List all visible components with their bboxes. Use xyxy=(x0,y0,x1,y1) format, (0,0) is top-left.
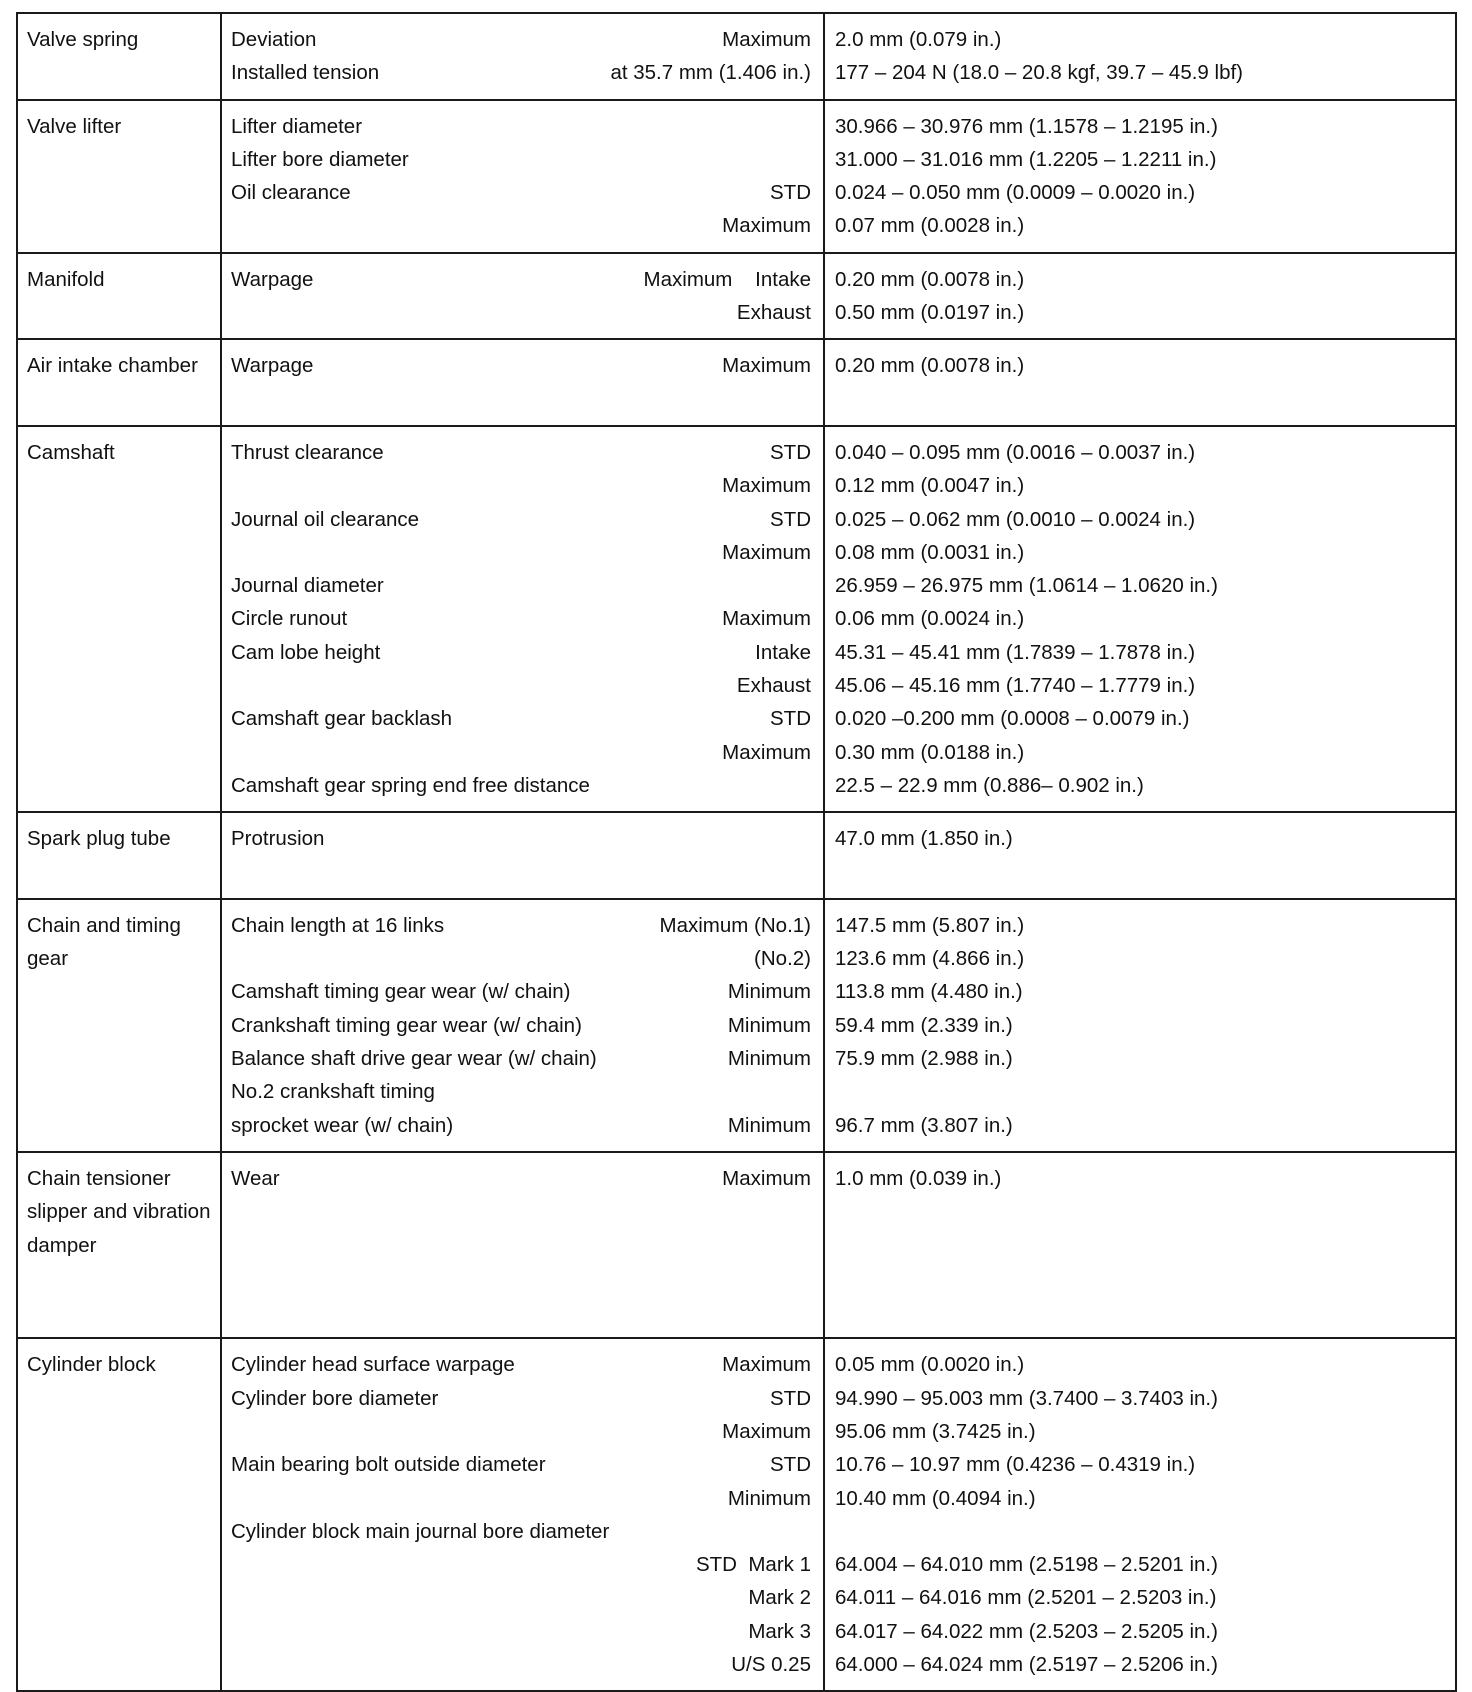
spec-condition: Minimum xyxy=(727,1113,811,1137)
spec-table-body xyxy=(17,13,1456,1691)
spec-line xyxy=(222,296,823,329)
spec-line xyxy=(222,176,823,209)
spec-line xyxy=(222,1415,823,1448)
spec-item-label: Main bearing bolt outside diameter xyxy=(231,1453,546,1477)
spec-line xyxy=(222,383,823,416)
item-cell xyxy=(221,1152,824,1338)
spec-condition: Exhaust xyxy=(736,301,811,325)
spec-line xyxy=(222,1382,823,1415)
spec-condition: Maximum xyxy=(722,1419,811,1443)
spec-value: 0.08 mm (0.0031 in.) xyxy=(835,540,1025,564)
spec-line xyxy=(222,263,823,296)
spec-condition: STD xyxy=(770,181,811,205)
spec-item-label: Thrust clearance xyxy=(231,440,384,464)
spec-value: 147.5 mm (5.807 in.) xyxy=(835,913,1025,937)
table-row xyxy=(17,339,1456,426)
spec-condition: Maximum xyxy=(722,1166,811,1190)
value-cell xyxy=(824,339,1456,426)
spec-item-label: Camshaft gear backlash xyxy=(231,707,453,731)
table-row xyxy=(17,13,1456,100)
spec-item-label: Chain length at 16 links xyxy=(231,913,445,937)
spec-condition: Exhaust xyxy=(736,674,811,698)
spec-line xyxy=(222,1075,823,1108)
spec-item-label: Cylinder head surface warpage xyxy=(231,1353,515,1377)
spec-condition: STD xyxy=(770,1453,811,1477)
spec-condition: STD Mark 1 xyxy=(695,1553,811,1577)
item-cell xyxy=(221,812,824,899)
component-cell: Valve lifter xyxy=(17,100,221,253)
component-cell: Spark plug tube xyxy=(17,812,221,899)
spec-condition: Maximum xyxy=(722,740,811,764)
table-row xyxy=(17,812,1456,899)
spec-value: 10.40 mm (0.4094 in.) xyxy=(835,1486,1036,1510)
spec-condition: Minimum xyxy=(727,1047,811,1071)
spec-value: 2.0 mm (0.079 in.) xyxy=(835,28,1002,51)
spec-condition: STD xyxy=(770,1386,811,1410)
spec-line xyxy=(222,1042,823,1075)
spec-value xyxy=(825,856,1455,889)
component-cell: Manifold xyxy=(17,253,221,340)
spec-item-label: Journal oil clearance xyxy=(231,507,420,531)
spec-value: 0.040 – 0.095 mm (0.0016 – 0.0037 in.) xyxy=(835,440,1196,464)
spec-condition: Maximum xyxy=(722,1353,811,1377)
spec-line xyxy=(222,856,823,889)
spec-line xyxy=(222,23,823,56)
spec-condition: (No.2) xyxy=(754,947,811,971)
value-cell xyxy=(824,13,1456,100)
table-row xyxy=(17,100,1456,253)
value-cell xyxy=(824,1152,1456,1338)
spec-value: 123.6 mm (4.866 in.) xyxy=(835,947,1025,971)
spec-item-label: Circle runout xyxy=(231,607,348,631)
value-cell xyxy=(824,100,1456,253)
spec-condition: STD xyxy=(770,707,811,731)
component-cell: Air intake chamber xyxy=(17,339,221,426)
spec-condition: Maximum xyxy=(722,474,811,498)
spec-value: 0.024 – 0.050 mm (0.0009 – 0.0020 in.) xyxy=(835,181,1196,205)
spec-line xyxy=(222,209,823,242)
spec-value: 0.05 mm (0.0020 in.) xyxy=(835,1353,1025,1377)
spec-item-label: Lifter bore diameter xyxy=(231,147,409,171)
spec-value xyxy=(825,383,1455,416)
spec-value: 64.017 – 64.022 mm (2.5203 – 2.5205 in.) xyxy=(835,1619,1218,1643)
spec-line xyxy=(222,1515,823,1548)
component-cell: Valve spring xyxy=(17,13,221,100)
spec-value: 0.07 mm (0.0028 in.) xyxy=(835,214,1025,238)
spec-item-label: Cam lobe height xyxy=(231,640,381,664)
spec-item-label: Crankshaft timing gear wear (w/ chain) xyxy=(231,1013,582,1037)
spec-value: 0.12 mm (0.0047 in.) xyxy=(835,474,1025,498)
spec-condition: Minimum xyxy=(727,1486,811,1510)
value-cell xyxy=(824,426,1456,812)
spec-line xyxy=(222,669,823,702)
spec-condition: Maximum xyxy=(722,354,811,378)
spec-value: 0.50 mm (0.0197 in.) xyxy=(835,301,1025,325)
spec-value: 47.0 mm (1.850 in.) xyxy=(835,827,1013,851)
spec-condition: Intake xyxy=(755,640,811,664)
spec-line xyxy=(222,769,823,802)
spec-line xyxy=(222,110,823,143)
spec-table xyxy=(16,12,1457,1692)
spec-value: 31.000 – 31.016 mm (1.2205 – 1.2211 in.) xyxy=(835,147,1217,171)
spec-condition: Minimum xyxy=(727,1013,811,1037)
table-row xyxy=(17,426,1456,812)
spec-value: 22.5 – 22.9 mm (0.886– 0.902 in.) xyxy=(835,773,1144,797)
spec-condition: Maximum xyxy=(722,540,811,564)
item-cell xyxy=(221,426,824,812)
spec-item-label: Protrusion xyxy=(231,827,325,851)
spec-condition: STD xyxy=(770,440,811,464)
spec-item-label: Camshaft timing gear wear (w/ chain) xyxy=(231,980,571,1004)
spec-line xyxy=(222,56,823,89)
spec-line xyxy=(222,1615,823,1648)
value-cell xyxy=(824,899,1456,1152)
spec-line xyxy=(222,569,823,602)
item-cell xyxy=(221,253,824,340)
component-cell: Cylinder block xyxy=(17,1338,221,1691)
spec-item-label: No.2 crankshaft timing xyxy=(231,1080,435,1104)
spec-item-label: Installed tension xyxy=(231,61,380,85)
value-cell xyxy=(824,253,1456,340)
spec-line xyxy=(222,1229,823,1262)
spec-value: 0.020 –0.200 mm (0.0008 – 0.0079 in.) xyxy=(835,707,1190,731)
spec-condition: STD xyxy=(770,507,811,531)
spec-value: 10.76 – 10.97 mm (0.4236 – 0.4319 in.) xyxy=(835,1453,1196,1477)
spec-value: 59.4 mm (2.339 in.) xyxy=(835,1013,1013,1037)
spec-condition: at 35.7 mm (1.406 in.) xyxy=(610,61,811,85)
item-cell xyxy=(221,1338,824,1691)
spec-value xyxy=(825,1262,1455,1295)
spec-value: 45.31 – 45.41 mm (1.7839 – 1.7878 in.) xyxy=(835,640,1196,664)
spec-value: 0.20 mm (0.0078 in.) xyxy=(835,267,1025,291)
spec-value: 177 – 204 N (18.0 – 20.8 kgf, 39.7 – 45.9 lbf) xyxy=(835,61,1244,85)
spec-value: 0.30 mm (0.0188 in.) xyxy=(835,740,1025,764)
spec-condition: Maximum (No.1) xyxy=(659,913,811,937)
spec-value: 95.06 mm (3.7425 in.) xyxy=(835,1419,1036,1443)
spec-value: 0.025 – 0.062 mm (0.0010 – 0.0024 in.) xyxy=(835,507,1196,531)
spec-item-label: Warpage xyxy=(231,267,314,291)
spec-value: 94.990 – 95.003 mm (3.7400 – 3.7403 in.) xyxy=(835,1386,1218,1410)
spec-line xyxy=(222,436,823,469)
table-row xyxy=(17,1152,1456,1338)
component-cell: Chain tensioner slipper and vibration damper xyxy=(17,1152,221,1338)
spec-value: 0.20 mm (0.0078 in.) xyxy=(835,354,1025,378)
spec-line xyxy=(222,1109,823,1142)
spec-value xyxy=(825,1075,1455,1108)
spec-item-label: Journal diameter xyxy=(231,574,384,598)
item-cell xyxy=(221,100,824,253)
spec-value: 30.966 – 30.976 mm (1.1578 – 1.2195 in.) xyxy=(835,114,1218,138)
spec-value xyxy=(825,1295,1455,1328)
spec-line xyxy=(222,1009,823,1042)
spec-line xyxy=(222,1295,823,1328)
spec-value: 1.0 mm (0.039 in.) xyxy=(835,1166,1002,1190)
spec-value: 0.06 mm (0.0024 in.) xyxy=(835,607,1025,631)
spec-value: 75.9 mm (2.988 in.) xyxy=(835,1047,1013,1071)
spec-line xyxy=(222,822,823,855)
spec-line xyxy=(222,536,823,569)
spec-line xyxy=(222,1262,823,1295)
spec-condition: Maximum xyxy=(722,28,811,51)
spec-line xyxy=(222,1548,823,1581)
spec-line xyxy=(222,702,823,735)
spec-line xyxy=(222,1348,823,1381)
spec-value xyxy=(825,1195,1455,1228)
spec-item-label: Cylinder block main journal bore diameter xyxy=(231,1519,610,1543)
spec-item-label: Warpage xyxy=(231,354,314,378)
spec-line xyxy=(222,1195,823,1228)
item-cell xyxy=(221,13,824,100)
spec-line xyxy=(222,942,823,975)
spec-item-label: Deviation xyxy=(231,28,317,51)
spec-item-label: Wear xyxy=(231,1166,280,1190)
spec-item-label: Camshaft gear spring end free distance xyxy=(231,773,590,797)
spec-line xyxy=(222,975,823,1008)
spec-condition: Maximum Intake xyxy=(643,267,811,291)
spec-value xyxy=(825,1515,1455,1548)
spec-condition: U/S 0.25 xyxy=(731,1653,811,1677)
spec-line xyxy=(222,1648,823,1681)
spec-value xyxy=(825,1229,1455,1262)
spec-line xyxy=(222,1482,823,1515)
spec-item-label: Oil clearance xyxy=(231,181,351,205)
item-cell xyxy=(221,339,824,426)
spec-line xyxy=(222,909,823,942)
spec-item-label: sprocket wear (w/ chain) xyxy=(231,1113,454,1137)
spec-line xyxy=(222,469,823,502)
spec-value: 45.06 – 45.16 mm (1.7740 – 1.7779 in.) xyxy=(835,674,1196,698)
spec-line xyxy=(222,143,823,176)
spec-condition: Minimum xyxy=(727,980,811,1004)
spec-condition: Mark 2 xyxy=(748,1586,811,1610)
spec-condition: Mark 3 xyxy=(748,1619,811,1643)
value-cell xyxy=(824,1338,1456,1691)
spec-value: 64.000 – 64.024 mm (2.5197 – 2.5206 in.) xyxy=(835,1653,1218,1677)
spec-line xyxy=(222,349,823,382)
table-row xyxy=(17,253,1456,340)
spec-item-label: Lifter diameter xyxy=(231,114,363,138)
component-cell: Camshaft xyxy=(17,426,221,812)
spec-line xyxy=(222,636,823,669)
spec-value: 64.011 – 64.016 mm (2.5201 – 2.5203 in.) xyxy=(835,1586,1217,1610)
spec-line xyxy=(222,1581,823,1614)
component-cell: Chain and timing gear xyxy=(17,899,221,1152)
spec-condition: Maximum xyxy=(722,607,811,631)
spec-condition: Maximum xyxy=(722,214,811,238)
spec-value: 113.8 mm (4.480 in.) xyxy=(835,980,1023,1004)
item-cell xyxy=(221,899,824,1152)
spec-value: 96.7 mm (3.807 in.) xyxy=(835,1113,1013,1137)
value-cell xyxy=(824,812,1456,899)
spec-value: 64.004 – 64.010 mm (2.5198 – 2.5201 in.) xyxy=(835,1553,1218,1577)
spec-line xyxy=(222,1448,823,1481)
spec-line xyxy=(222,602,823,635)
spec-value: 26.959 – 26.975 mm (1.0614 – 1.0620 in.) xyxy=(835,574,1218,598)
spec-line xyxy=(222,503,823,536)
spec-item-label: Cylinder bore diameter xyxy=(231,1386,439,1410)
table-row xyxy=(17,899,1456,1152)
spec-line xyxy=(222,736,823,769)
spec-item-label: Balance shaft drive gear wear (w/ chain) xyxy=(231,1047,597,1071)
table-row xyxy=(17,1338,1456,1691)
spec-line xyxy=(222,1162,823,1195)
